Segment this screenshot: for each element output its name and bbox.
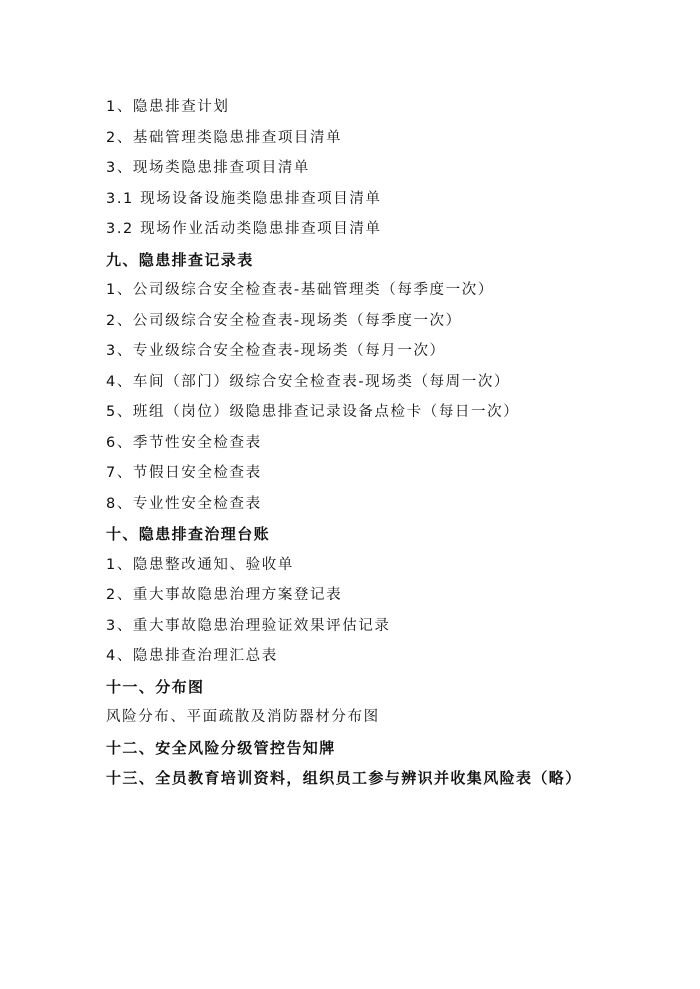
- list-item: 6、季节性安全检查表: [106, 434, 262, 451]
- list-item: 3.1 现场设备设施类隐患排查项目清单: [106, 190, 382, 207]
- list-item: 2、公司级综合安全检查表-现场类（每季度一次）: [106, 312, 462, 329]
- list-item: 1、公司级综合安全检查表-基础管理类（每季度一次）: [106, 282, 494, 298]
- section-heading: 十、隐患排查治理台账: [106, 525, 271, 543]
- list-item: 1、隐患整改通知、验收单: [106, 556, 294, 573]
- list-item: 5、班组（岗位）级隐患排查记录设备点检卡（每日一次）: [106, 404, 520, 420]
- list-item: 3、重大事故隐患治理验证效果评估记录: [106, 617, 391, 634]
- list-item: 2、基础管理类隐患排查项目清单: [106, 129, 343, 146]
- list-item: 8、专业性安全检查表: [106, 495, 262, 512]
- list-item: 3.2 现场作业活动类隐患排查项目清单: [106, 221, 382, 237]
- list-item: 4、隐患排查治理汇总表: [106, 648, 278, 664]
- list-item: 3、现场类隐患排查项目清单: [106, 160, 311, 176]
- section-heading: 十一、分布图: [106, 677, 205, 696]
- list-item: 风险分布、平面疏散及消防器材分布图: [106, 709, 380, 725]
- document-content: [106, 92, 640, 794]
- list-item: 3、专业级综合安全检查表-现场类（每月一次）: [106, 343, 446, 359]
- section-heading: 十三、全员教育培训资料，组织员工参与辨识并收集风险表（略）: [106, 769, 582, 787]
- list-item: 2、重大事故隐患治理方案登记表: [106, 587, 343, 603]
- section-heading: 十二、安全风险分级管控告知牌: [106, 738, 336, 757]
- list-item: 7、节假日安全检查表: [106, 465, 262, 481]
- list-item: 1、隐患排查计划: [106, 99, 230, 115]
- section-heading: 九、隐患排查记录表: [106, 250, 254, 269]
- list-item: 4、车间（部门）级综合安全检查表-现场类（每周一次）: [106, 373, 511, 390]
